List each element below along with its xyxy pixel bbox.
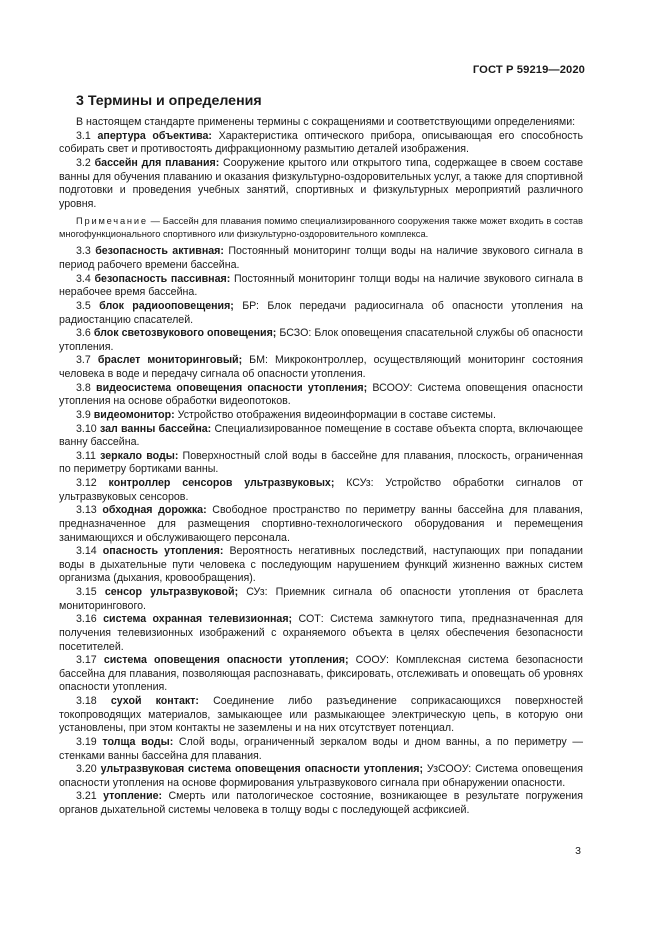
definition-item: 3.18 сухой контакт: Соединение либо разъединение соприкасающихся поверхностей токопроводящих материалов, замыкающее или размыкающее электрическую цепь, в которую они установлены, при этом контакты не заземлены и на них отсутствует потенциал. <box>59 695 584 735</box>
definition-item: 3.3 безопасность активная: Постоянный мониторинг толщи воды на наличие звукового сигнала в период рабочего времени бассейна. <box>59 245 583 271</box>
definition-item: 3.13 обходная дорожка: Свободное пространство по периметру ванны бассейна для плавания, предназначенное для размещения спортивно-технологического оборудования и перемещения занимающихся и обслуживающего персонала. <box>59 504 584 544</box>
definition-item: 3.7 браслет мониторинговый; БМ: Микроконтроллер, осуществляющий мониторинг состояния человека в воде и передачу сигнала об опасности утопления. <box>59 354 584 380</box>
definition-term: безопасность активная: <box>95 245 224 258</box>
intro-paragraph: В настоящем стандарте применены термины с сокращениями и соответствующими определениями: <box>76 116 576 128</box>
definition-item: 3.8 видеосистема оповещения опасности утопления; ВСООУ: Система оповещения опасности утопления на основе обработки видеопотоков. <box>59 381 583 408</box>
section-title: 3 Термины и определения <box>76 93 262 109</box>
definition-term: контроллер сенсоров ультразвуковых; <box>108 477 335 489</box>
definition-item: 3.15 сенсор ультразвуковой; СУз: Приемник сигнала об опасности утопления от браслета мониторингового. <box>59 586 583 612</box>
definitions-body <box>59 116 583 818</box>
definition-item: 3.20 ультразвуковая система оповещения опасности утопления; УзСООУ: Система оповещения опасности утопления на основе формирования ультразвукового сигнала при обнаружении опасности. <box>59 763 583 789</box>
note-label: Примечание <box>76 216 148 227</box>
definition-term: зал ванны бассейна: <box>99 422 212 435</box>
definition-term: зеркало воды: <box>100 449 179 462</box>
definition-term: ультразвуковая система оповещения опасности утопления; <box>100 763 424 776</box>
definition-item: 3.1 апертура объектива: Характеристика оптического прибора, описывающая его способность собирать свет и противостоять дифракционному размытию деталей изображения. <box>59 129 583 156</box>
definition-term: видеосистема оповещения опасности утопления; <box>96 381 368 394</box>
definition-item: 3.10 зал ванны бассейна: Специализированное помещение в составе объекта спорта, включающее ванну бассейна. <box>59 422 584 449</box>
definition-item: 3.11 зеркало воды: Поверхностный слой воды в бассейне для плавания, плоскость, ограниченная по периметру бортиками ванны. <box>59 449 584 476</box>
definition-term: утопление: <box>103 790 163 803</box>
standard-designation: ГОСТ Р 59219—2020 <box>472 64 585 76</box>
definition-item: 3.16 система охранная телевизионная; СОТ: Система замкнутого типа, предназначенная для получения телевизионных изображений с охраняемого объекта в целях обеспечения безопасности посетителей. <box>59 613 583 653</box>
definition-item: 3.5 блок радиооповещения; БР: Блок передачи радиосигнала об опасности утопления на радиостанцию спасателей. <box>59 299 583 326</box>
definition-term: сухой контакт: <box>110 695 199 707</box>
note-paragraph: Примечание — Бассейн для плавания помимо специализированного сооружения также может входить в состав многофункционального спортивного или физкультурно-оздоровительного комплекса. <box>59 216 583 239</box>
definition-item: 3.9 видеомонитор: Устройство отображения видеоинформации в составе системы. <box>76 408 496 421</box>
definition-term: система оповещения опасности утопления; <box>103 654 349 667</box>
definition-term: опасность утопления: <box>102 545 224 558</box>
definition-item: 3.4 безопасность пассивная: Постоянный мониторинг толщи воды на наличие звукового сигнала в нерабочее время бассейна. <box>59 272 583 299</box>
definition-item: 3.6 блок светозвукового оповещения; БСЗО: Блок оповещения спасательной службы об опасности утопления. <box>59 327 583 353</box>
definition-item: 3.2 бассейн для плавания: Сооружение крытого или открытого типа, содержащее в своем составе ванны для обучения плаванию и оказания физкультурно-оздоровительных услуг, а также для спортивной подготовки и проведения учебных занятий, спортивных и физкультурных мероприятий различного уровня. <box>59 156 583 210</box>
definition-term: видеомонитор: <box>93 408 175 421</box>
definition-term: браслет мониторинговый; <box>97 354 243 367</box>
definition-term: безопасность пассивная: <box>94 272 231 285</box>
definition-item: 3.21 утопление: Смерть или патологическое состояние, возникающее в результате погружения органов дыхательной системы человека в толщу воды с последующей асфиксией. <box>59 790 583 816</box>
definition-item: 3.12 контроллер сенсоров ультразвуковых; КСУз: Устройство обработки сигналов от ультразвуковых сенсоров. <box>59 477 583 503</box>
definition-term: блок светозвукового оповещения; <box>93 327 277 340</box>
definition-term: сенсор ультразвуковой; <box>104 586 239 598</box>
definition-term: апертура объектива: <box>97 129 212 142</box>
definition-term: блок радиооповещения; <box>99 299 234 312</box>
definition-item: 3.17 система оповещения опасности утопления; СООУ: Комплексная система безопасности бассейна для плавания, позволяющая распознавать, фиксировать, отслеживать и оповещать об уровнях опасности утопления. <box>59 654 583 694</box>
definition-term: обходная дорожка: <box>102 504 207 517</box>
definition-item: 3.19 толща воды: Слой воды, ограниченный зеркалом воды и дном ванны, а по периметру — стенками ванны бассейна для плавания. <box>59 735 583 762</box>
definition-term: система охранная телевизионная; <box>103 613 293 626</box>
definition-term: бассейн для плавания: <box>94 156 220 169</box>
definition-term: толща воды: <box>102 735 174 748</box>
definition-item: 3.14 опасность утопления: Вероятность негативных последствий, наступающих при попадании воды в дыхательные пути человека с последующим нарушением функций жизненно важных систем организма (дыхания, кровообращения). <box>59 545 584 585</box>
page-number: 3 <box>575 845 581 857</box>
